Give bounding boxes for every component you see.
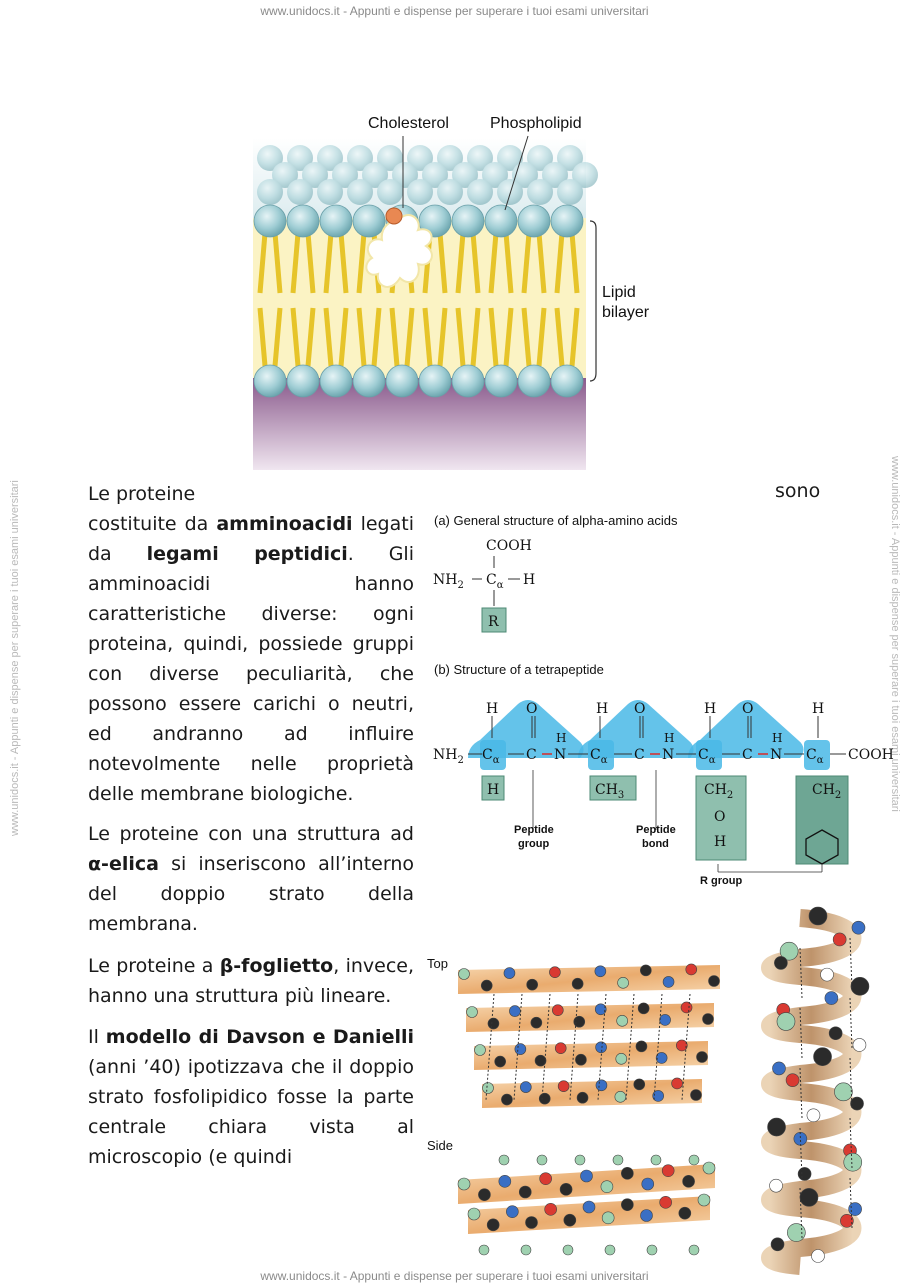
peptide-bond-label: Peptide: [636, 824, 676, 836]
svg-text:O: O: [742, 701, 754, 717]
paragraph-alpha-helix: Le proteine con una struttura ad α-elica si inseriscono all’interno del doppio strato della membrana.: [88, 823, 414, 935]
r-group-label: R group: [700, 875, 743, 887]
svg-text:H: H: [772, 731, 783, 745]
svg-text:Cα: $C_\alpha$: [482, 747, 500, 766]
svg-text:Cα: $C_\alpha$: [806, 747, 824, 766]
watermark-header: www.unidocs.it - Appunti e dispense per superare i tuoi esami universitari: [260, 4, 649, 18]
sheet-top-strands: [458, 964, 720, 1108]
amino-acid-title: (a) General structure of alpha-amino acids: [434, 513, 678, 528]
phospholipid-label: Phospholipid: [490, 115, 582, 132]
svg-text:H: H: [664, 731, 675, 745]
svg-text:CH3: $CH_3$: [595, 782, 625, 801]
svg-text:NH2: $NH_2$: [433, 747, 464, 766]
svg-text:NH2: $NH_2$: [433, 572, 464, 591]
top-label: Top: [427, 956, 448, 971]
term-amminoacidi: amminoacidi: [216, 513, 353, 535]
svg-text:N: N: [662, 747, 675, 763]
svg-text:Cα: $C_\alpha$: [698, 747, 716, 766]
back-heads: [257, 145, 598, 205]
bilayer-label: bilayer: [602, 304, 650, 321]
svg-text:H: H: [487, 782, 500, 798]
svg-text:N: N: [770, 747, 783, 763]
svg-text:O: O: [714, 809, 726, 825]
svg-text:Cα: $C_\alpha$: [486, 572, 504, 591]
watermark-footer: www.unidocs.it - Appunti e dispense per superare i tuoi esami universitari: [260, 1269, 649, 1283]
aminoacid-figure: [428, 508, 902, 893]
svg-text:CH2: $CH_2$: [812, 782, 842, 801]
svg-text:H: H: [523, 572, 536, 588]
paragraph-davson-danielli: Il modello di Davson e Danielli (anni ’40) ipotizzava che il doppio strato fosfolipidico fosse la parte centrale chiara vista al microscopio (e quindi: [88, 1026, 414, 1168]
svg-text:COOH: COOH: [486, 538, 532, 554]
paragraph-proteins-start: Le proteine: [88, 483, 196, 505]
general-amino-acid: [433, 538, 535, 632]
svg-text:O: O: [526, 701, 538, 717]
svg-text:H: H: [596, 701, 609, 717]
svg-text:H: H: [714, 834, 727, 850]
peptide-group-label: Peptide: [514, 824, 554, 836]
paragraph-proteins: costituite da amminoacidi legati da legami peptidici. Gli amminoacidi hanno caratteristiche diverse: ogni proteina, quindi, possiede gruppi con diverse peculiarità, che possono essere carichi o neutri, ed andranno ad influire notevolmente nelle proprietà delle membrane biologiche.: [88, 513, 414, 805]
tetrapeptide: [433, 700, 894, 887]
svg-text:C: C: [634, 747, 645, 763]
sheet-side-strands: [458, 1155, 715, 1255]
svg-text:C: C: [526, 747, 537, 763]
watermark-side-right: www.unidocs.it - Appunti e dispense per superare i tuoi esami universitari: [889, 456, 901, 812]
cholesterol-head: [386, 208, 402, 224]
paragraph-beta-sheet: Le proteine a β-foglietto, invece, hanno una struttura più lineare.: [88, 955, 414, 1007]
alpha-helix-figure: [740, 898, 900, 1278]
svg-text:H: H: [704, 701, 717, 717]
paragraph-proteins-sono: sono: [775, 480, 821, 502]
svg-text:C: C: [742, 747, 753, 763]
svg-text:R: R: [488, 614, 499, 630]
side-label: Side: [427, 1138, 454, 1153]
svg-text:Cα: $C_\alpha$: [590, 747, 608, 766]
svg-text:group: group: [518, 838, 550, 850]
svg-text:O: O: [634, 701, 646, 717]
cholesterol-label: Cholesterol: [368, 115, 449, 132]
term-alpha-elica: α-elica: [88, 853, 159, 875]
svg-text:H: H: [812, 701, 825, 717]
svg-text:COOH: COOH: [848, 747, 894, 763]
term-legami-peptidici: legami peptidici: [146, 543, 348, 565]
tetrapeptide-title: (b) Structure of a tetrapeptide: [434, 662, 604, 677]
term-beta-foglietto: β-foglietto: [219, 955, 334, 977]
svg-text:H: H: [486, 701, 499, 717]
svg-text:CH2: $CH_2$: [704, 782, 734, 801]
lipid-label: Lipid: [602, 284, 636, 301]
watermark-side-left: www.unidocs.it - Appunti e dispense per superare i tuoi esami universitari: [9, 480, 21, 836]
beta-sheet-figure: [424, 950, 742, 1276]
svg-text:bond: bond: [642, 838, 669, 850]
svg-text:H: H: [556, 731, 567, 745]
svg-text:N: N: [554, 747, 567, 763]
term-davson-danielli: modello di Davson e Danielli: [105, 1026, 414, 1048]
lipid-bilayer-figure: [250, 108, 670, 470]
